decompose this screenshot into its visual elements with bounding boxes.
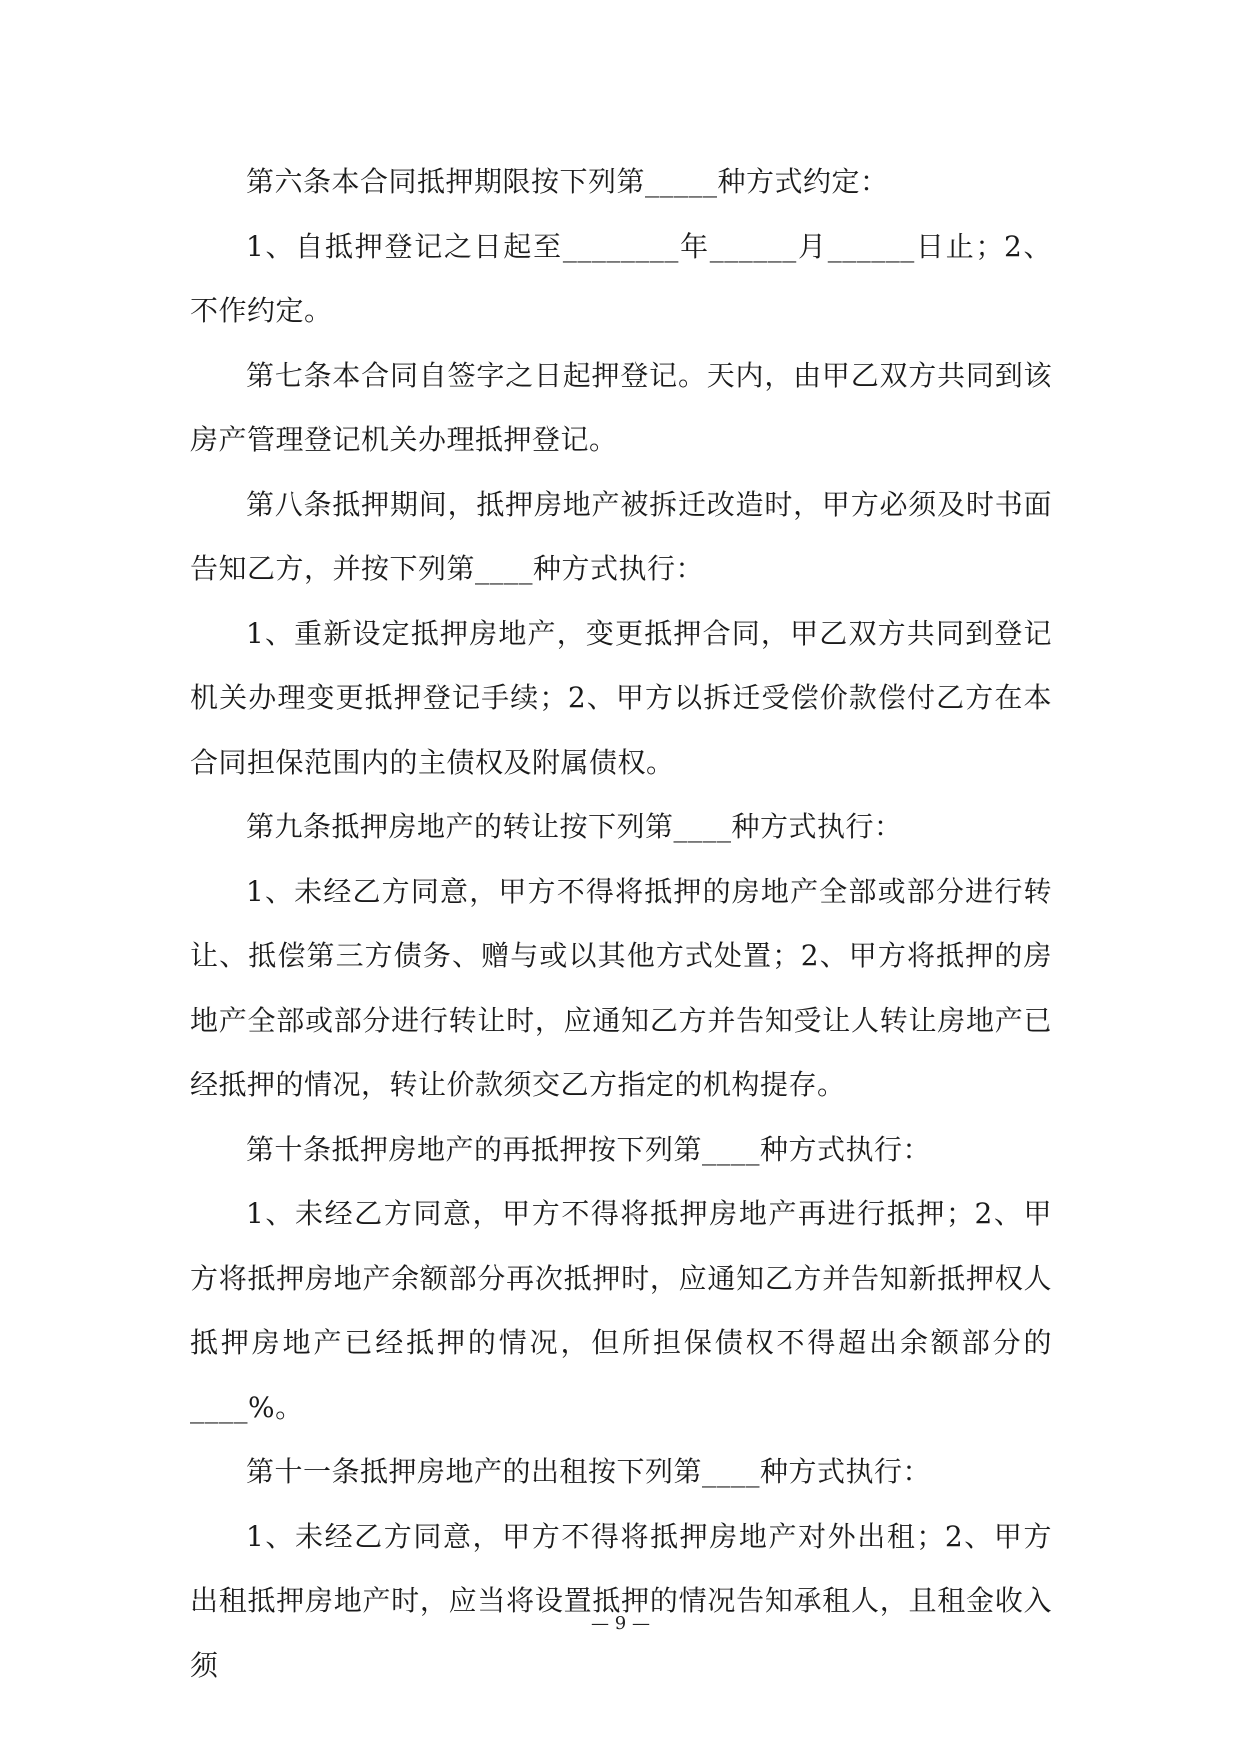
paragraph-article-9-options: 1、未经乙方同意，甲方不得将抵押的房地产全部或部分进行转让、抵偿第三方债务、赠与或以其他方式处置；2、甲方将抵押的房地产全部或部分进行转让时，应通知乙方并告知受让人转让房地产已经抵押的情况，转让价款须交乙方指定的机构提存。	[190, 874, 1052, 1101]
paragraph-article-6: 第六条本合同抵押期限按下列第_____种方式约定：	[246, 165, 889, 198]
paragraph-article-8: 第八条抵押期间，抵押房地产被拆迁改造时，甲方必须及时书面告知乙方，并按下列第____种方式执行：	[190, 487, 1052, 585]
paragraph-article-11: 第十一条抵押房地产的出租按下列第____种方式执行：	[246, 1455, 932, 1488]
paragraph-article-6-options: 1、自抵押登记之日起至________年______月______日止；2、不作约定。	[190, 229, 1052, 327]
paragraph-article-10-options: 1、未经乙方同意，甲方不得将抵押房地产再进行抵押；2、甲方将抵押房地产余额部分再次抵押时，应通知乙方并告知新抵押权人抵押房地产已经抵押的情况，但所担保债权不得超出余额部分的____%。	[190, 1197, 1052, 1424]
paragraph-article-7: 第七条本合同自签字之日起押登记。天内，由甲乙双方共同到该房产管理登记机关办理抵押登记。	[190, 358, 1052, 456]
paragraph-article-8-options: 1、重新设定抵押房地产，变更抵押合同，甲乙双方共同到登记机关办理变更抵押登记手续；2、甲方以拆迁受偿价款偿付乙方在本合同担保范围内的主债权及附属债权。	[190, 616, 1052, 779]
paragraph-article-9: 第九条抵押房地产的转让按下列第____种方式执行：	[246, 810, 903, 843]
paragraph-article-11-options: 1、未经乙方同意，甲方不得将抵押房地产对外出租；2、甲方出租抵押房地产时，应当将设置抵押的情况告知承租人，且租金收入须	[190, 1519, 1052, 1682]
paragraph-article-10: 第十条抵押房地产的再抵押按下列第____种方式执行：	[246, 1132, 932, 1166]
page-number: — 9 —	[591, 1613, 650, 1634]
document-body	[190, 150, 1052, 1698]
